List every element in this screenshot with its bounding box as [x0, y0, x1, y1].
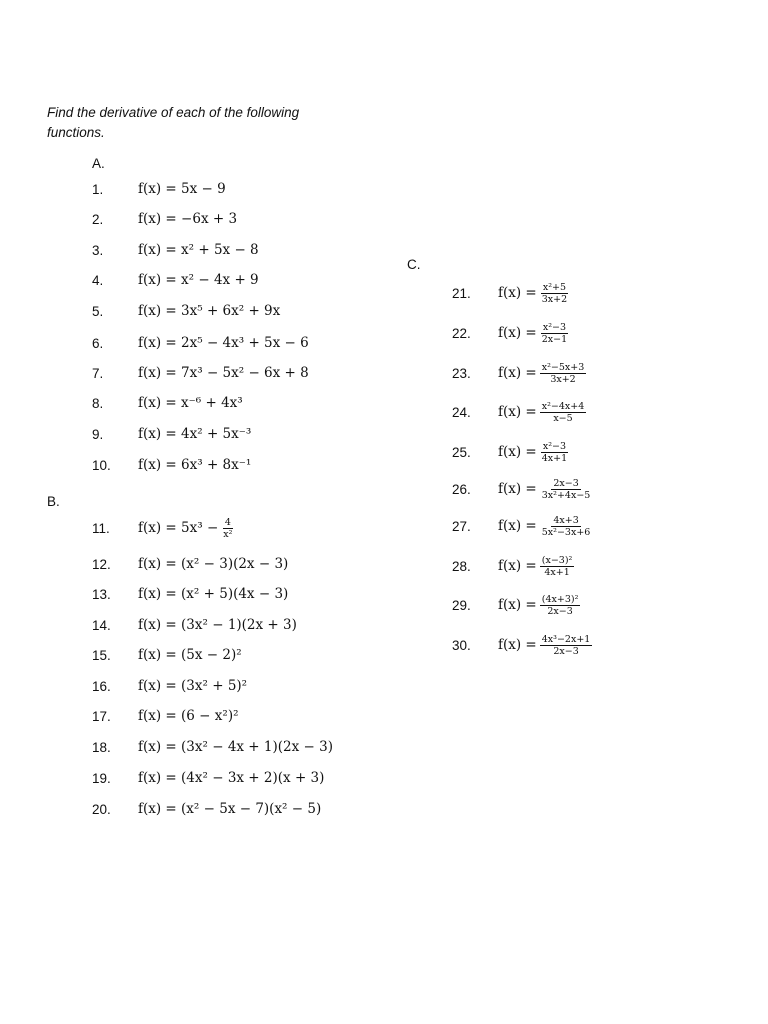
fraction [540, 401, 587, 424]
problem-expression [138, 365, 309, 381]
problem-number: 29. [452, 597, 471, 613]
problem-number: 8. [92, 395, 104, 411]
fraction-denominator: x−5 [553, 412, 573, 424]
problem-number: 30. [452, 637, 471, 653]
fraction-denominator: 2x−3 [547, 605, 573, 617]
expression-text: f(x) = 2x⁵ − 4x³ + 5x − 6 [138, 335, 309, 351]
fraction-numerator: x²−5x+3 [541, 361, 585, 373]
expression-text: f(x) = 6x³ + 8x⁻¹ [138, 457, 252, 473]
expression-text: f(x) = [498, 284, 537, 301]
instructions-text: Find the derivative of each of the following functions. [47, 105, 300, 140]
problem-expression [138, 617, 297, 633]
section-label-a: A. [92, 156, 105, 171]
expression-text: f(x) = 5x − 9 [138, 181, 226, 197]
problem-number: 27. [452, 518, 471, 534]
problem-number: 14. [92, 617, 111, 633]
fraction [540, 594, 581, 617]
problem-expression [138, 211, 237, 227]
fraction-numerator: x²−3 [542, 440, 567, 452]
expression-text: f(x) = x² + 5x − 8 [138, 242, 259, 258]
fraction [540, 441, 569, 464]
expression-text: f(x) = (x² + 5)(4x − 3) [138, 586, 289, 602]
problem-expression [498, 362, 586, 385]
problem-number: 24. [452, 404, 471, 420]
problem-expression [498, 594, 580, 617]
fraction-denominator: 4x+1 [544, 566, 570, 578]
problem-expression [138, 303, 280, 319]
expression-text: f(x) = [498, 403, 537, 420]
problem-number: 3. [92, 242, 104, 258]
problem-number: 1. [92, 181, 104, 197]
section-label-b: B. [47, 494, 60, 509]
expression-text: f(x) = (6 − x²)² [138, 708, 239, 724]
expression-text: f(x) = 3x⁵ + 6x² + 9x [138, 303, 281, 319]
problem-number: 17. [92, 708, 111, 724]
problem-number: 12. [92, 556, 111, 572]
problem-number: 13. [92, 586, 111, 602]
expression-text: f(x) = (x² − 5x − 7)(x² − 5) [138, 801, 322, 817]
problem-number: 11. [92, 520, 110, 536]
problem-number: 26. [452, 481, 471, 497]
expression-text: f(x) = [498, 364, 537, 381]
fraction-denominator: 4x+1 [541, 452, 568, 464]
problem-expression [498, 401, 586, 424]
fraction-denominator: 3x²+4x−5 [541, 489, 591, 501]
problem-expression [498, 555, 574, 578]
fraction-numerator: 4 [224, 516, 231, 528]
fraction-numerator: 4x³−2x+1 [541, 633, 591, 645]
problem-expression [138, 517, 234, 540]
expression-text: f(x) = [498, 443, 537, 460]
expression-text: f(x) = [498, 517, 537, 534]
problem-number: 2. [92, 211, 104, 227]
expression-text: f(x) = x⁻⁶ + 4x³ [138, 395, 243, 411]
fraction [540, 515, 593, 538]
problem-expression [138, 426, 251, 442]
expression-text: f(x) = (5x − 2)² [138, 647, 242, 663]
problem-expression [498, 441, 569, 464]
expression-text: f(x) = [498, 324, 537, 341]
fraction-denominator: 2x−1 [541, 333, 568, 345]
section-label-c: C. [407, 257, 421, 272]
problem-number: 9. [92, 426, 104, 442]
fraction-numerator: 4x+3 [553, 514, 579, 526]
problem-expression [498, 478, 592, 501]
problem-number: 20. [92, 801, 111, 817]
expression-text: f(x) = −6x + 3 [138, 211, 238, 227]
problem-number: 25. [452, 444, 471, 460]
problem-expression [498, 282, 569, 305]
expression-text: f(x) = 4x² + 5x⁻³ [138, 426, 252, 442]
problem-expression [138, 678, 247, 694]
problem-expression [498, 322, 569, 345]
problem-number: 22. [452, 325, 471, 341]
fraction [540, 282, 569, 305]
problem-number: 18. [92, 739, 111, 755]
problem-expression [138, 395, 243, 411]
fraction-denominator: 2x−3 [553, 645, 579, 657]
problem-expression [138, 739, 333, 755]
fraction [540, 555, 575, 578]
expression-text: f(x) = [498, 480, 537, 497]
problem-expression [138, 556, 288, 572]
problem-expression [138, 181, 226, 197]
problem-number: 5. [92, 303, 104, 319]
problem-number: 10. [92, 457, 111, 473]
fraction [221, 517, 234, 540]
expression-text: f(x) = (x² − 3)(2x − 3) [138, 556, 289, 572]
problem-expression [138, 586, 288, 602]
problem-number: 21. [452, 285, 471, 301]
fraction-numerator: x²−4x+4 [541, 400, 585, 412]
expression-text: f(x) = [498, 557, 537, 574]
problem-expression [498, 515, 592, 538]
fraction-denominator: 3x+2 [550, 373, 576, 385]
expression-text: f(x) = x² − 4x + 9 [138, 272, 259, 288]
problem-number: 15. [92, 647, 111, 663]
problem-number: 28. [452, 558, 471, 574]
fraction-numerator: (4x+3)² [541, 593, 579, 605]
problem-expression [138, 335, 309, 351]
fraction [540, 478, 593, 501]
fraction [540, 634, 593, 657]
fraction-denominator: 5x²−3x+6 [541, 526, 591, 538]
problem-expression [138, 708, 239, 724]
fraction [540, 362, 587, 385]
fraction-numerator: (x−3)² [541, 554, 573, 566]
problem-number: 6. [92, 335, 104, 351]
problem-number: 23. [452, 365, 471, 381]
problem-number: 4. [92, 272, 104, 288]
fraction-numerator: x²+5 [542, 281, 567, 293]
fraction-numerator: 2x−3 [553, 477, 579, 489]
problem-expression [138, 801, 321, 817]
fraction-denominator: x² [223, 528, 233, 540]
problem-expression [138, 647, 242, 663]
fraction [540, 322, 569, 345]
problem-expression [138, 457, 251, 473]
expression-text: f(x) = (3x² − 4x + 1)(2x − 3) [138, 739, 333, 755]
fraction-denominator: 3x+2 [541, 293, 568, 305]
expression-text: f(x) = [498, 636, 537, 653]
expression-text: f(x) = 7x³ − 5x² − 6x + 8 [138, 365, 309, 381]
problem-expression [498, 634, 592, 657]
expression-text: f(x) = (3x² + 5)² [138, 678, 248, 694]
problem-number: 19. [92, 770, 111, 786]
expression-text: f(x) = 5x³ − [138, 519, 219, 536]
problem-number: 16. [92, 678, 111, 694]
problem-expression [138, 770, 324, 786]
problem-expression [138, 242, 259, 258]
problem-expression [138, 272, 259, 288]
expression-text: f(x) = (3x² − 1)(2x + 3) [138, 617, 297, 633]
fraction-numerator: x²−3 [542, 321, 567, 333]
expression-text: f(x) = (4x² − 3x + 2)(x + 3) [138, 770, 325, 786]
expression-text: f(x) = [498, 596, 537, 613]
problem-number: 7. [92, 365, 104, 381]
